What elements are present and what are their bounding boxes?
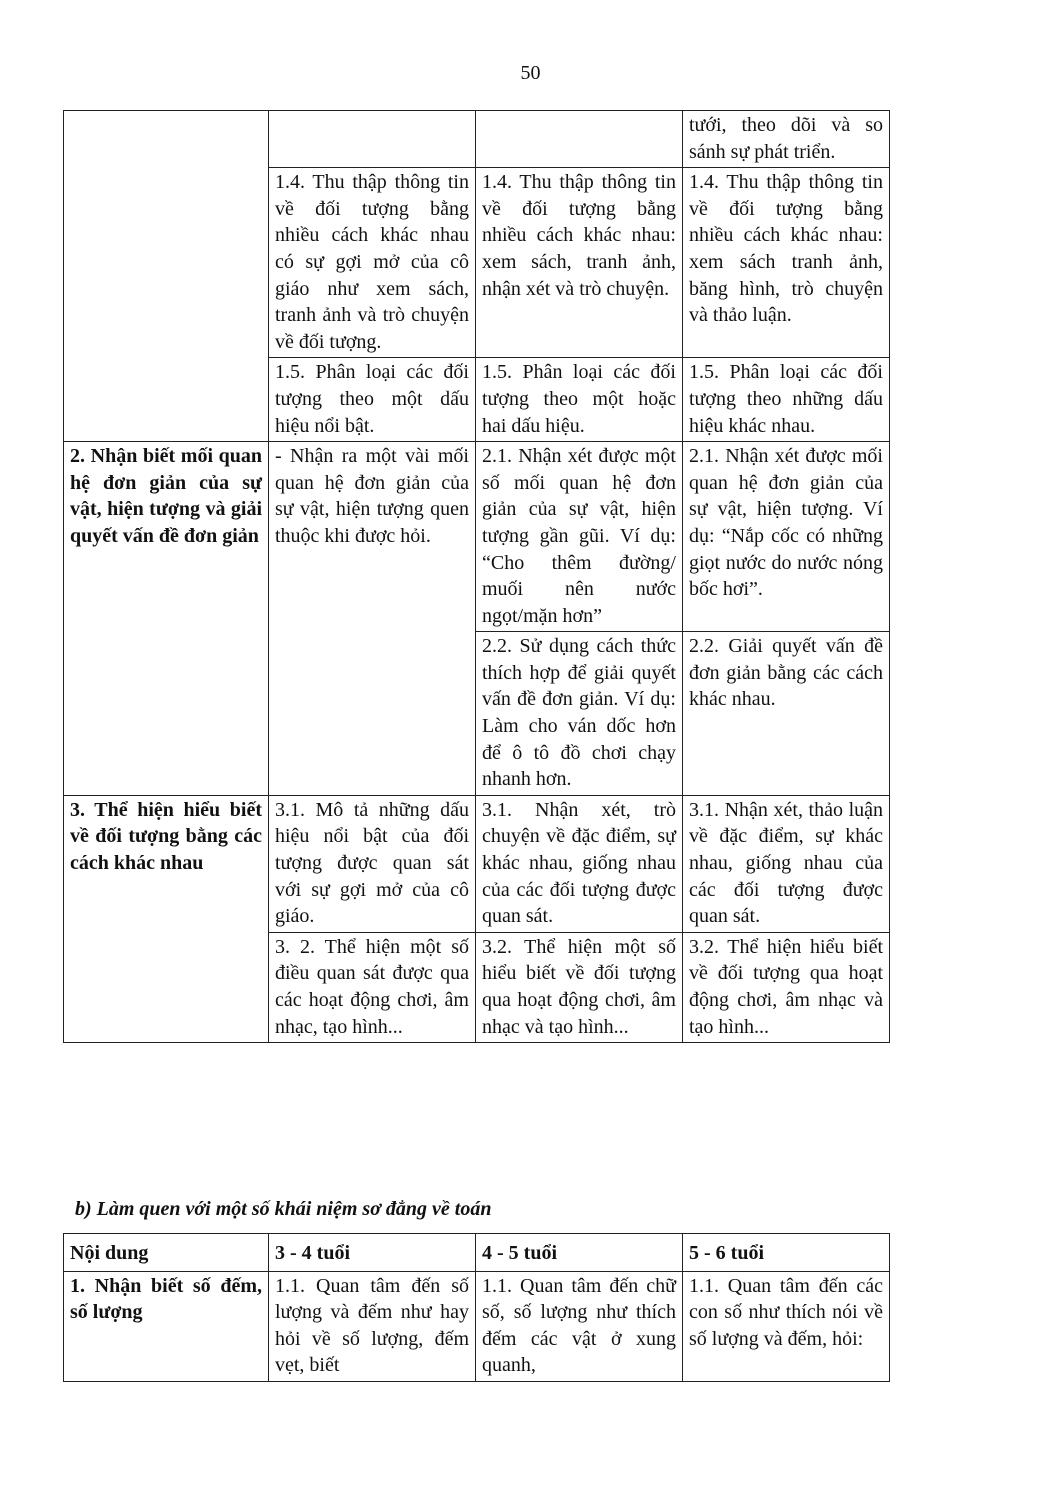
cell-age-4-5: 3.2. Thể hiện một số hiểu biết về đối tượng qua hoạt động chơi, âm nhạc và tạo hình... <box>476 932 683 1042</box>
cell-age-3-4 <box>269 111 476 168</box>
cell-age-3-4: 1.4. Thu thập thông tin về đối tượng bằng nhiều cách khác nhau có sự gợi mở của cô giáo như xem sách, tranh ảnh và trò chuyện về đối tượng. <box>269 168 476 358</box>
content-cell-group-2: 2. Nhận biết mối quan hệ đơn giản của sự vật, hiện tượng và giải quyết vấn đề đơn giản <box>64 442 269 796</box>
content-cell-empty <box>64 111 269 442</box>
header-age-4-5: 4 - 5 tuổi <box>476 1234 683 1272</box>
header-content: Nội dung <box>64 1234 269 1272</box>
cell-age-5-6: 2.2. Giải quyết vấn đề đơn giản bằng các cách khác nhau. <box>683 632 890 796</box>
cell-age-3-4: 1.5. Phân loại các đối tượng theo một dấu hiệu nổi bật. <box>269 358 476 442</box>
outcomes-table-continued <box>63 110 890 1043</box>
cell-age-5-6: 3.1. Nhận xét, thảo luận về đặc điểm, sự khác nhau, giống nhau của các đối tượng được quan sát. <box>683 795 890 932</box>
table-row <box>64 442 890 632</box>
content-cell-number-counting: 1. Nhận biết số đếm, số lượng <box>64 1271 269 1381</box>
cell-age-4-5 <box>476 111 683 168</box>
cell-age-5-6: 1.5. Phân loại các đối tượng theo những dấu hiệu khác nhau. <box>683 358 890 442</box>
cell-age-3-4: - Nhận ra một vài mối quan hệ đơn giản của sự vật, hiện tượng quen thuộc khi được hỏi. <box>269 442 476 796</box>
cell-age-3-4: 3. 2. Thể hiện một số điều quan sát được qua các hoạt động chơi, âm nhạc, tạo hình... <box>269 932 476 1042</box>
math-concepts-table <box>63 1233 890 1382</box>
cell-age-5-6: 3.2. Thể hiện hiểu biết về đối tượng qua hoạt động chơi, âm nhạc và tạo hình... <box>683 932 890 1042</box>
cell-age-3-4: 3.1. Mô tả những dấu hiệu nổi bật của đối tượng được quan sát với sự gợi mở của cô giáo. <box>269 795 476 932</box>
cell-age-4-5: 2.2. Sử dụng cách thức thích hợp để giải quyết vấn đề đơn giản. Ví dụ: Làm cho ván dốc hơn để ô tô đồ chơi chạy nhanh hơn. <box>476 632 683 796</box>
cell-age-4-5: 1.4. Thu thập thông tin về đối tượng bằng nhiều cách khác nhau: xem sách, tranh ảnh, nhận xét và trò chuyện. <box>476 168 683 358</box>
cell-age-4-5: 3.1. Nhận xét, trò chuyện về đặc điểm, sự khác nhau, giống nhau của các đối tượng được quan sát. <box>476 795 683 932</box>
table-header-row <box>64 1234 890 1272</box>
cell-age-4-5: 1.1. Quan tâm đến chữ số, số lượng như thích đếm các vật ở xung quanh, <box>476 1271 683 1381</box>
cell-age-5-6: 1.4. Thu thập thông tin về đối tượng bằng nhiều cách khác nhau: xem sách tranh ảnh, băng hình, trò chuyện và thảo luận. <box>683 168 890 358</box>
header-age-3-4: 3 - 4 tuổi <box>269 1234 476 1272</box>
cell-age-3-4: 1.1. Quan tâm đến số lượng và đếm như hay hỏi về số lượng, đếm vẹt, biết <box>269 1271 476 1381</box>
page-number: 50 <box>520 62 541 84</box>
table-row <box>64 111 890 168</box>
header-age-5-6: 5 - 6 tuổi <box>683 1234 890 1272</box>
table-row <box>64 795 890 932</box>
content-cell-group-3: 3. Thể hiện hiểu biết về đối tượng bằng các cách khác nhau <box>64 795 269 1042</box>
section-b-heading: b) Làm quen với một số khái niệm sơ đẳng về toán <box>75 1198 492 1220</box>
cell-age-4-5: 1.5. Phân loại các đối tượng theo một hoặc hai dấu hiệu. <box>476 358 683 442</box>
cell-age-5-6: 1.1. Quan tâm đến các con số như thích nói về số lượng và đếm, hỏi: <box>683 1271 890 1381</box>
table-row <box>64 1271 890 1381</box>
cell-age-5-6: 2.1. Nhận xét được mối quan hệ đơn giản của sự vật, hiện tượng. Ví dụ: “Nắp cốc có những giọt nước do nước nóng bốc hơi”. <box>683 442 890 632</box>
cell-age-4-5: 2.1. Nhận xét được một số mối quan hệ đơn giản của sự vật, hiện tượng gần gũi. Ví dụ: “Cho thêm đường/ muối nên nước ngọt/mặn hơn” <box>476 442 683 632</box>
cell-age-5-6: tưới, theo dõi và so sánh sự phát triển. <box>683 111 890 168</box>
